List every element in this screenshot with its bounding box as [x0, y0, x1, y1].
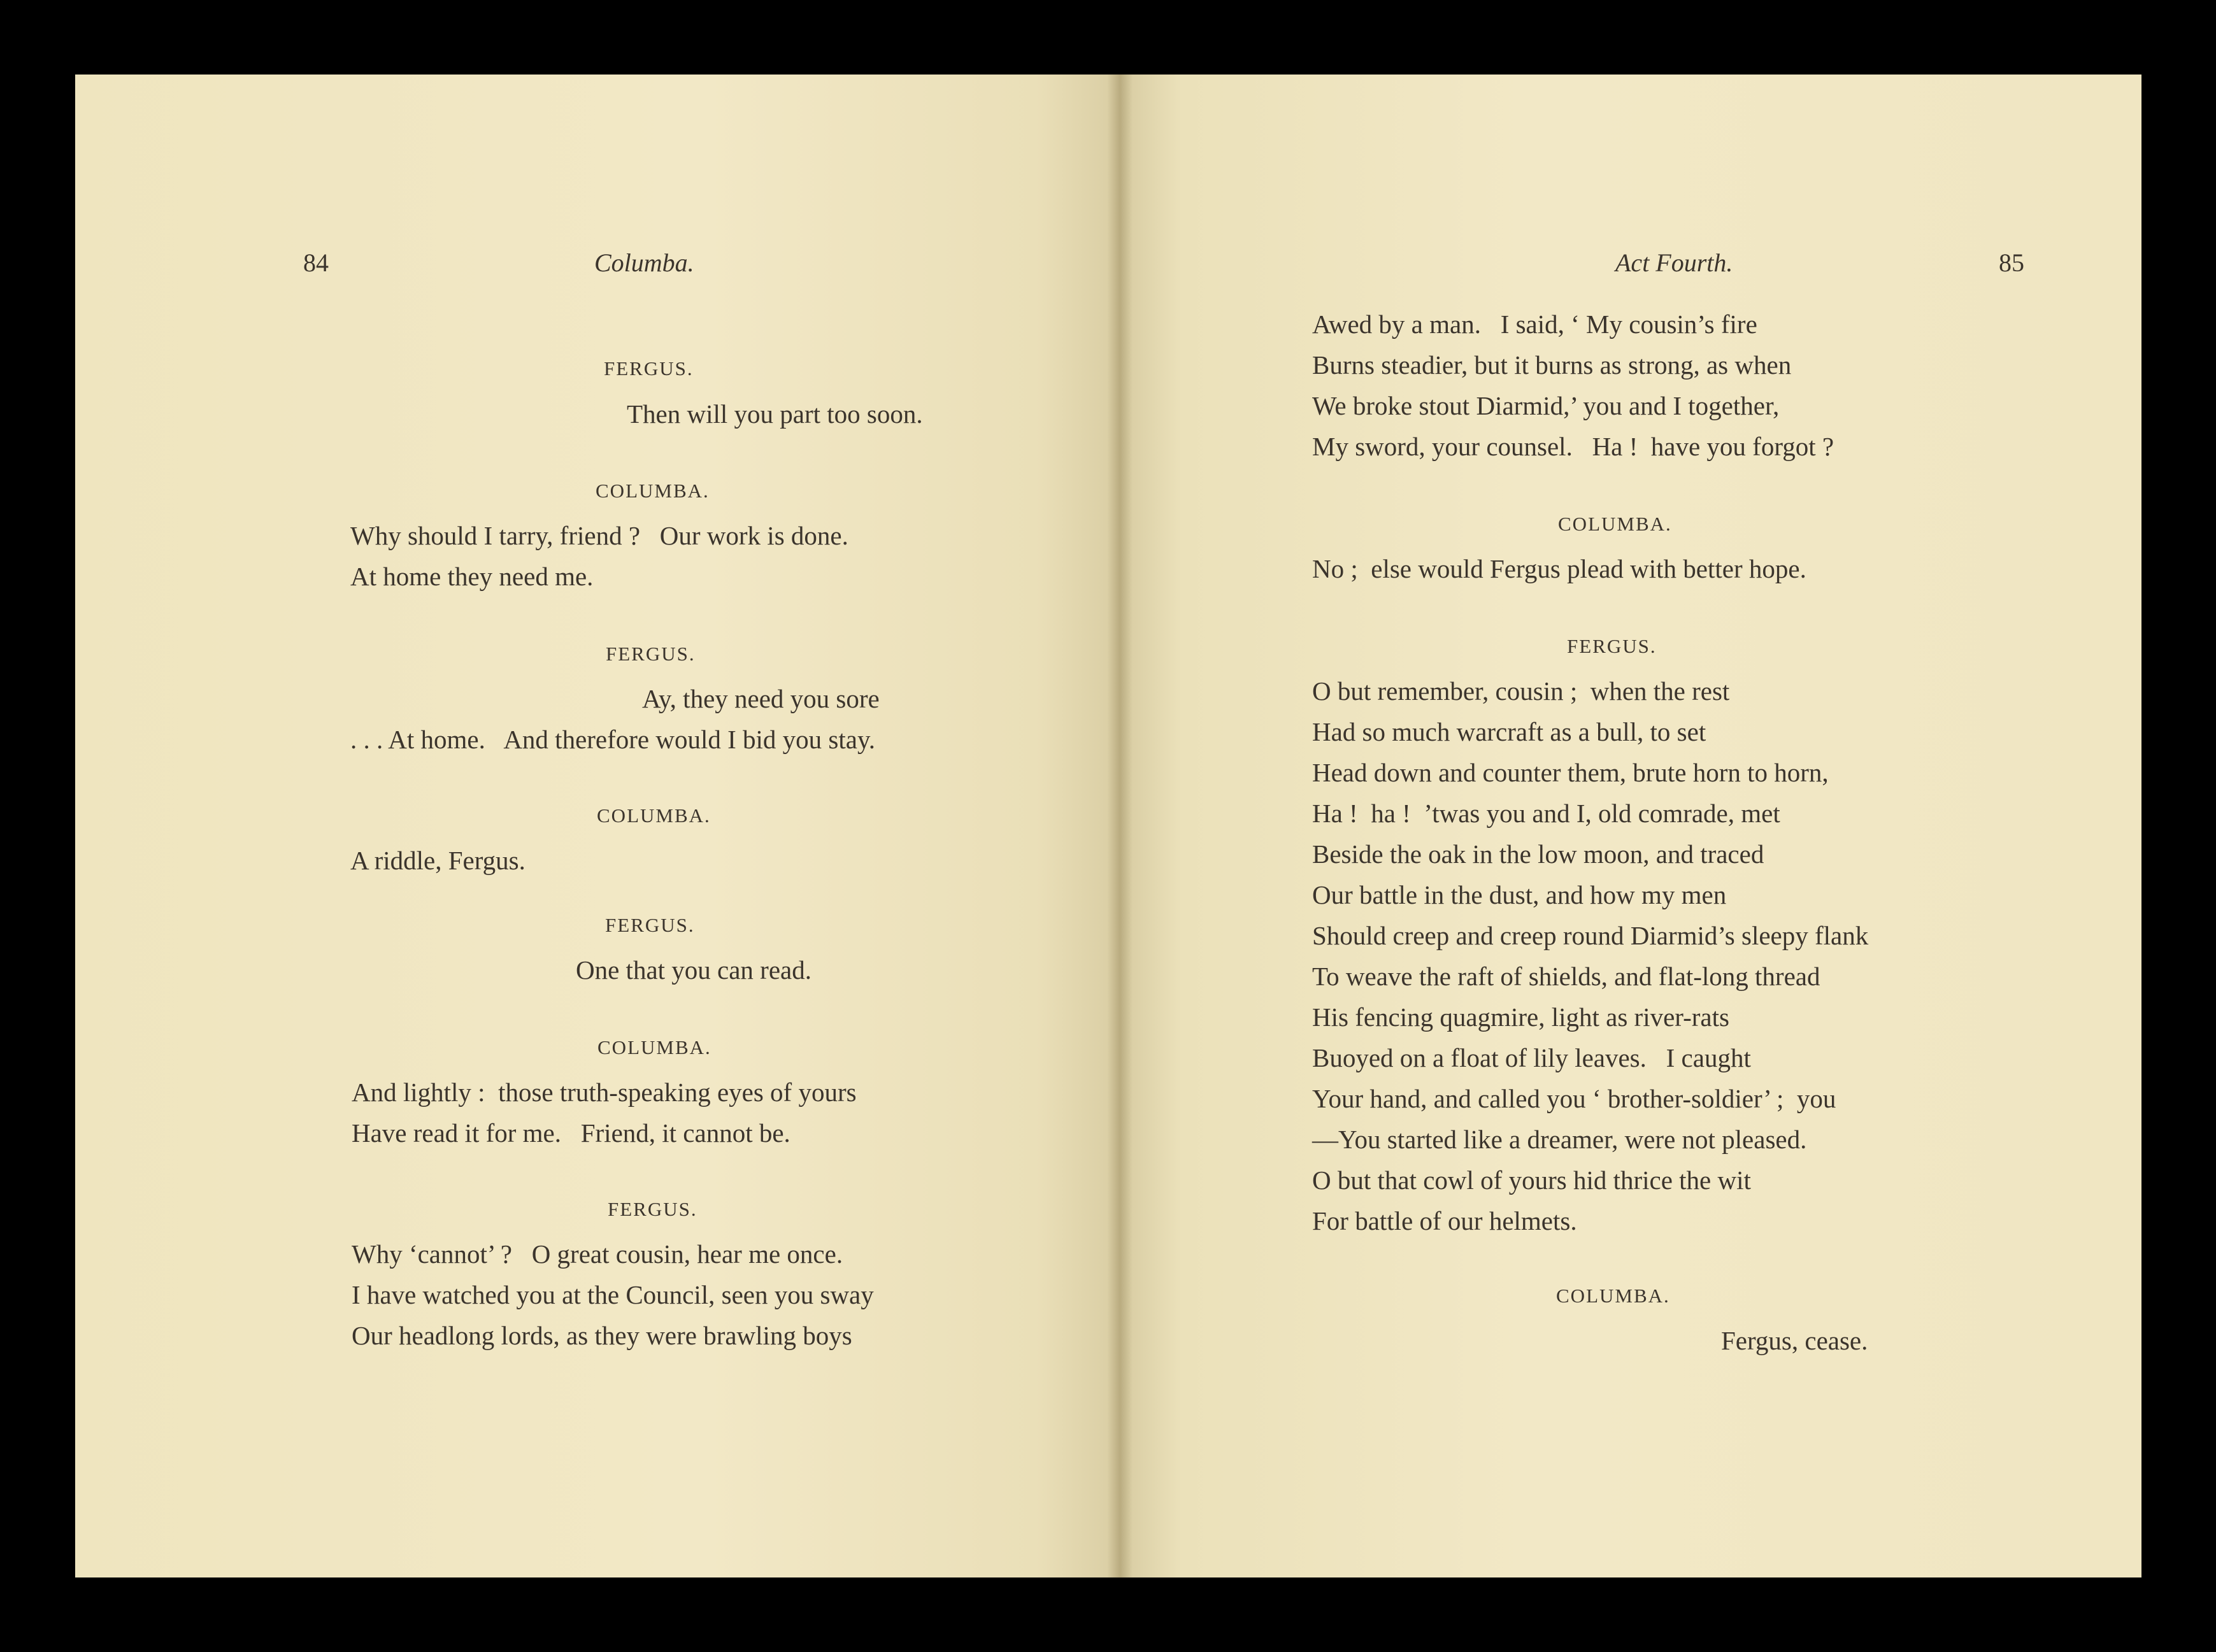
verse-line: At home they need me. [350, 562, 594, 591]
verse-line: Fergus, cease. [1721, 1326, 1868, 1355]
verse-line: Awed by a man. I said, ‘ My cousin’s fire [1312, 310, 1757, 339]
verse-line: Then will you part too soon. [627, 399, 923, 429]
verse-line: For battle of our helmets. [1312, 1206, 1577, 1235]
verse-line: A riddle, Fergus. [350, 846, 525, 875]
speaker-label: COLUMBA. [1558, 513, 1672, 535]
verse-line: Ha ! ha ! ’twas you and I, old comrade, met [1312, 799, 1780, 828]
verse-line: Ay, they need you sore [642, 684, 880, 713]
book-gutter [1107, 75, 1133, 1577]
verse-line: To weave the raft of shields, and flat-long thread [1312, 962, 1820, 991]
verse-line: O but remember, cousin ; when the rest [1312, 676, 1730, 706]
verse-line: . . . At home. And therefore would I bid you stay. [350, 725, 876, 754]
verse-line: Beside the oak in the low moon, and traced [1312, 839, 1764, 869]
running-head: Columba. [594, 248, 694, 277]
right-page [1120, 75, 2141, 1577]
verse-line: No ; else would Fergus plead with better hope. [1312, 554, 1806, 583]
page-number: 84 [303, 248, 329, 277]
verse-line: One that you can read. [576, 955, 811, 985]
verse-line: Burns steadier, but it burns as strong, as when [1312, 350, 1792, 380]
verse-line: Your hand, and called you ‘ brother-soldier’ ; you [1312, 1084, 1836, 1113]
verse-line: Why should I tarry, friend ? Our work is done. [350, 521, 848, 550]
book-spread [75, 75, 2141, 1577]
speaker-label: FERGUS. [606, 643, 696, 665]
speaker-label: FERGUS. [605, 914, 695, 936]
verse-line: Our battle in the dust, and how my men [1312, 880, 1727, 909]
speaker-label: COLUMBA. [597, 1036, 711, 1058]
speaker-label: FERGUS. [604, 357, 694, 380]
page-number: 85 [1999, 248, 2024, 277]
speaker-label: COLUMBA. [597, 804, 711, 827]
running-head: Act Fourth. [1615, 248, 1733, 277]
verse-line: And lightly : those truth-speaking eyes of yours [352, 1078, 857, 1107]
verse-line: Head down and counter them, brute horn to horn, [1312, 758, 1829, 787]
verse-line: Should creep and creep round Diarmid’s sleepy flank [1312, 921, 1869, 950]
verse-line: I have watched you at the Council, seen you sway [352, 1280, 874, 1309]
speaker-label: FERGUS. [1567, 635, 1657, 657]
verse-line: Our headlong lords, as they were brawling boys [352, 1321, 852, 1350]
verse-line: Had so much warcraft as a bull, to set [1312, 717, 1706, 746]
verse-line: Why ‘cannot’ ? O great cousin, hear me once. [352, 1239, 843, 1269]
verse-line: We broke stout Diarmid,’ you and I together, [1312, 391, 1780, 420]
verse-line: O but that cowl of yours hid thrice the wit [1312, 1165, 1751, 1195]
left-page [75, 75, 1120, 1577]
verse-line: —You started like a dreamer, were not pleased. [1312, 1125, 1807, 1154]
verse-line: His fencing quagmire, light as river-rats [1312, 1002, 1729, 1032]
speaker-label: COLUMBA. [596, 480, 710, 502]
speaker-label: COLUMBA. [1556, 1285, 1670, 1307]
speaker-label: FERGUS. [608, 1198, 697, 1220]
verse-line: My sword, your counsel. Ha ! have you forgot ? [1312, 432, 1834, 461]
verse-line: Buoyed on a float of lily leaves. I caught [1312, 1043, 1751, 1072]
verse-line: Have read it for me. Friend, it cannot be. [352, 1118, 790, 1148]
